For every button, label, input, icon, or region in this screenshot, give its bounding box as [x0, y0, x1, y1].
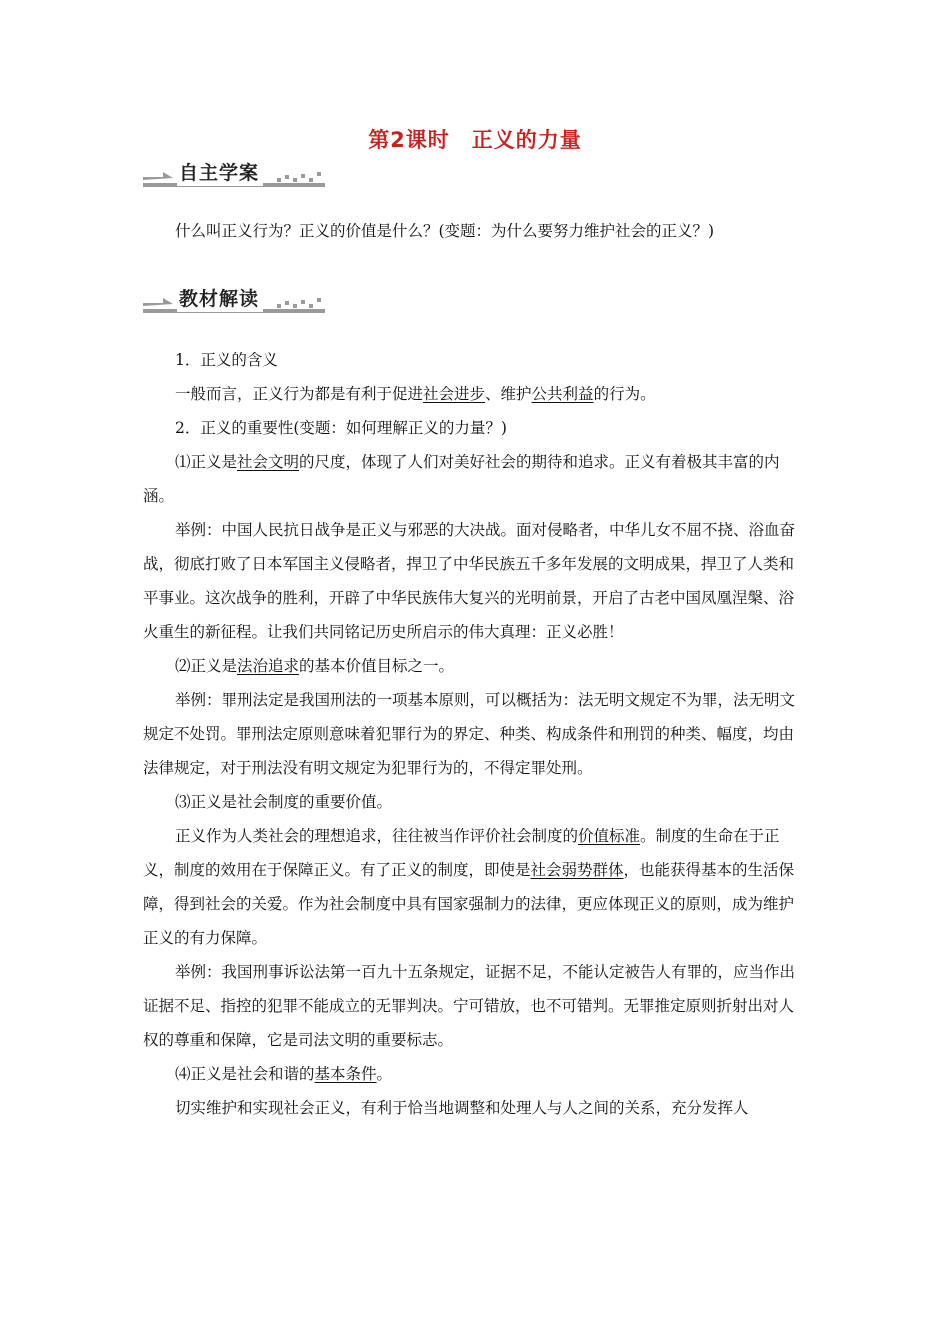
key-term: 社会进步	[423, 385, 486, 403]
question-text: 什么叫正义行为？正义的价值是什么？(变题：为什么要努力维护社会的正义？)	[175, 222, 715, 240]
arrow-icon	[143, 294, 173, 308]
arrow-icon	[143, 168, 173, 182]
example-3: 举例：我国刑事诉讼法第一百九十五条规定，证据不足，不能认定被告人有罪的，应当作出证据不足、指控的犯罪不能成立的无罪判决。宁可错放，也不可错判。无罪推定原则折射出对人权的尊重和保障，它是司法文明的重要标志。	[143, 963, 796, 1049]
main-content	[143, 343, 808, 1125]
text: ⑵正义是	[175, 657, 238, 675]
paragraph	[143, 377, 808, 411]
question-block	[143, 214, 808, 248]
point-3: ⑶正义是社会制度的重要价值。	[175, 793, 393, 811]
text: 正义作为人类社会的理想追求，往往被当作评价社会制度的	[175, 827, 579, 845]
heading-2: 2．正义的重要性(变题：如何理解正义的力量？)	[175, 419, 507, 437]
text: ⑴正义是	[175, 453, 238, 471]
text: 一般而言，正义行为都是有利于促进	[175, 385, 424, 403]
section-banner-textbook	[143, 286, 325, 316]
paragraph	[143, 819, 808, 955]
paragraph: 切实维护和实现社会正义，有利于恰当地调整和处理人与人之间的关系，充分发挥人	[175, 1099, 749, 1117]
heading-1: 1．正义的含义	[175, 351, 278, 369]
text: 。	[376, 1065, 393, 1083]
text: ⑷正义是社会和谐的	[175, 1065, 315, 1083]
text: 的基本价值目标之一。	[299, 657, 455, 675]
example-2: 举例：罪刑法定是我国刑法的一项基本原则，可以概括为：法无明文规定不为罪，法无明文规定不处罚。罪刑法定原则意味着犯罪行为的界定、种类、构成条件和刑罚的种类、幅度，均由法律规定，对于刑法没有明文规定为犯罪行为的，不得定罪处刑。	[143, 691, 796, 777]
key-term: 基本条件	[314, 1065, 377, 1083]
key-term: 价值标准	[578, 827, 641, 845]
dots-icon	[271, 296, 325, 312]
text: ，也能获得基本的生活保障，得到社会的关爱。作为社会制度中具有国家强制力的法律，更应体现正义的原则，成为维护正义的有力保障。	[143, 861, 795, 947]
section-banner-self-study	[143, 160, 325, 190]
dots-icon	[271, 170, 325, 186]
text: 。制度的生命在于正义，制度的效用在于保障正义。有了正义的制度，即使是	[143, 827, 780, 879]
key-term: 法治追求	[237, 657, 300, 675]
page-title: 第2课时 正义的力量	[368, 128, 582, 152]
key-term: 社会文明	[237, 453, 300, 471]
point-2	[143, 649, 808, 683]
text: 的尺度，体现了人们对美好社会的期待和追求。正义有着极其丰富的内涵。	[143, 453, 780, 505]
section-title: 教材解读	[177, 286, 263, 312]
point-1	[143, 445, 808, 513]
key-term: 公共利益	[531, 385, 594, 403]
text: 、维护	[485, 385, 532, 403]
point-4	[143, 1057, 808, 1091]
example-1: 举例：中国人民抗日战争是正义与邪恶的大决战。面对侵略者，中华儿女不屈不挠、浴血奋战，彻底打败了日本军国主义侵略者，捍卫了中华民族五千多年发展的文明成果，捍卫了人类和平事业。这次战争的胜利，开辟了中华民族伟大复兴的光明前景，开启了古老中国凤凰涅槃、浴火重生的新征程。让我们共同铭记历史所启示的伟大真理：正义必胜！	[143, 521, 796, 641]
text: 的行为。	[593, 385, 656, 403]
section-title: 自主学案	[177, 160, 263, 186]
key-term: 社会弱势群体	[530, 861, 624, 879]
